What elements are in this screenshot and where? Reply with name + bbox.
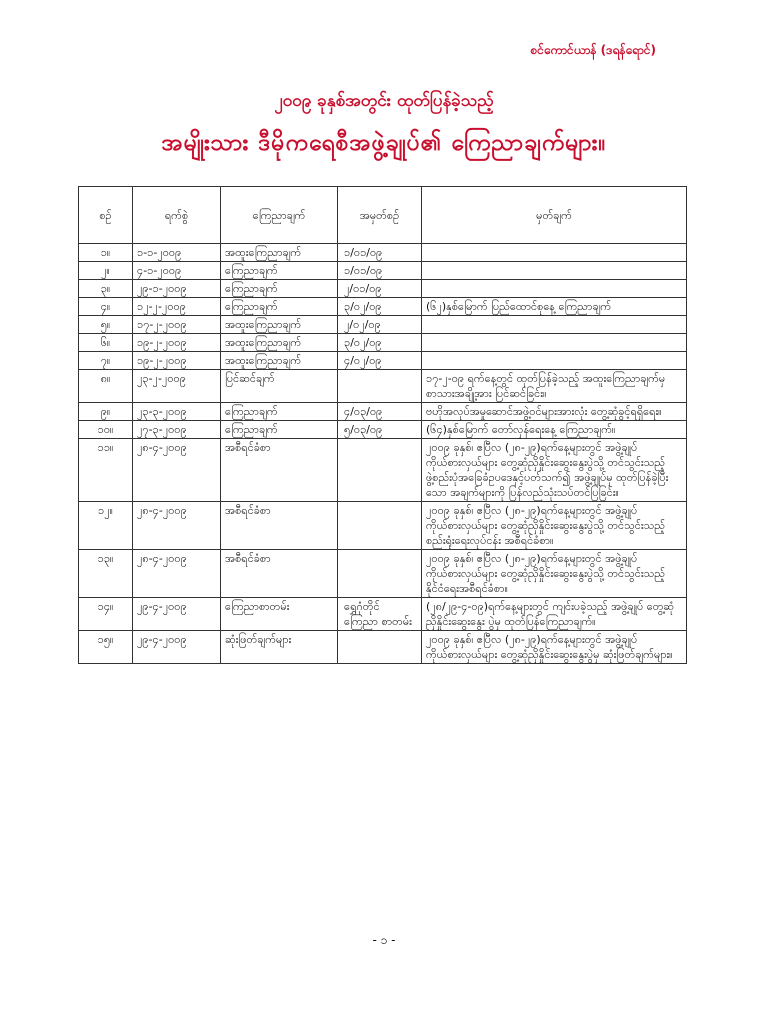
cell-note [422, 334, 687, 352]
cell-date: ၄-၁-၂၀၀၉ [133, 262, 221, 280]
table-row [79, 421, 687, 439]
cell-ref: ၁/၀၁/၀၉ [338, 244, 422, 262]
cell-ref: ၃/၀၂/၀၉ [338, 298, 422, 316]
cell-date: ၂၉-၄-၂၀၀၉ [133, 598, 221, 631]
table-row [79, 502, 687, 550]
cell-date: ၂၇-၃-၂၀၀၉ [133, 421, 221, 439]
cell-note: ၂၀၀၉ ခုနှစ်၊ ဧပြီလ (၂၈-၂၉)ရက်နေ့များတွင် အဖွဲ့ချုပ်ကိုယ်စားလှယ်များ တွေ့ဆုံညှိနှိုင်းဆွေးနွေးပွဲသို့ တင်သွင်းသည့် ဖွဲ့စည်းပုံအခြေခံဥပဒေနှင့်ပတ်သက်၍ အဖွဲ့ချုပ်မှ ထုတ်ပြန်ခဲ့ပြီးသော အချက်များကို ပြန်လည်သုံးသပ်တင်ပြခြင်း။ [422, 439, 687, 502]
cell-date: ၂၈-၄-၂၀၀၉ [133, 550, 221, 598]
column-header-type: ကြေညာချက် [221, 187, 338, 244]
document-category: စင်ကောင်ယာန် (ဒရန်ရောင်) [530, 43, 656, 57]
table-row [79, 316, 687, 334]
cell-type: ကြေညာချက် [221, 298, 338, 316]
cell-date: ၂၈-၄-၂၀၀၉ [133, 439, 221, 502]
table-row [79, 298, 687, 316]
cell-date: ၁၉-၂-၂၀၀၉ [133, 334, 221, 352]
cell-no: ၁၄။ [79, 598, 133, 631]
table-row [79, 550, 687, 598]
cell-no: ၁၂။ [79, 502, 133, 550]
cell-ref [338, 631, 422, 664]
table-row [79, 631, 687, 664]
table-row [79, 244, 687, 262]
cell-note: (၂၈/၂၉-၄-၀၉)ရက်နေ့များတွင် ကျင်းပခဲ့သည့် အဖွဲ့ချုပ် တွေ့ဆုံညှိနှိုင်းဆွေးနွေး ပွဲမှ ထုတ်ပြန်ကြေညာချက်။ [422, 598, 687, 631]
cell-no: ၂။ [79, 262, 133, 280]
cell-type: ဆုံးဖြတ်ချက်များ [221, 631, 338, 664]
cell-type: အစီရင်ခံစာ [221, 439, 338, 502]
cell-no: ၅။ [79, 316, 133, 334]
table-header-row [79, 187, 687, 244]
cell-date: ၁-၁-၂၀၀၉ [133, 244, 221, 262]
cell-note: ဗဟိုအလုပ်အမှုဆောင်အဖွဲ့ဝင်များအားလုံး တွေ့ဆုံခွင့်ရရှိရေး။ [422, 403, 687, 421]
cell-no: ၁။ [79, 244, 133, 262]
column-header-date: ရက်စွဲ [133, 187, 221, 244]
cell-type: ပြင်ဆင်ချက် [221, 370, 338, 403]
cell-ref [338, 439, 422, 502]
cell-no: ၄။ [79, 298, 133, 316]
cell-ref: ၄/၀၂/၀၉ [338, 352, 422, 370]
table-row [79, 334, 687, 352]
cell-no: ၆။ [79, 334, 133, 352]
table-row [79, 598, 687, 631]
cell-ref: ၃/၀၂/၀၉ [338, 334, 422, 352]
cell-type: ကြေညာချက် [221, 280, 338, 298]
cell-type: အထူးကြေညာချက် [221, 334, 338, 352]
table-row [79, 403, 687, 421]
cell-ref: ရွှေဂုံတိုင် ကြေညာ စာတမ်း [338, 598, 422, 631]
cell-date: ၁၉-၂-၂၀၀၉ [133, 352, 221, 370]
cell-type: အထူးကြေညာချက် [221, 352, 338, 370]
cell-date: ၂၉-၁-၂၀၀၉ [133, 280, 221, 298]
page-number: - ၁ - [372, 933, 396, 947]
cell-ref: ၄/၀၃/၀၉ [338, 403, 422, 421]
cell-type: ကြေညာချက် [221, 421, 338, 439]
cell-date: ၂၉-၄-၂၀၀၉ [133, 631, 221, 664]
cell-note: ၁၇-၂-၀၉ ရက်နေ့တွင် ထုတ်ပြန်ခဲ့သည့် အထူးကြေညာချက်မှ စာသားအချို့အား ပြင်ဆင်ခြင်း။ [422, 370, 687, 403]
table-body [79, 244, 687, 664]
cell-no: ၁၅။ [79, 631, 133, 664]
statements-table [78, 186, 687, 664]
cell-note [422, 262, 687, 280]
cell-note: ၂၀၀၉ ခုနှစ်၊ ဧပြီလ (၂၈-၂၉)ရက်နေ့များတွင် အဖွဲ့ချုပ်ကိုယ်စားလှယ်များ တွေ့ဆုံညှိနှိုင်းဆွေးနွေးပွဲသို့ တင်သွင်းသည့် နိုင်ငံရေးအစီရင်ခံစာ။ [422, 550, 687, 598]
cell-type: အထူးကြေညာချက် [221, 316, 338, 334]
table-row [79, 280, 687, 298]
cell-no: ၁၃။ [79, 550, 133, 598]
table-row [79, 370, 687, 403]
table-row [79, 352, 687, 370]
document-title: အမျိုးသား ဒီမိုကရေစီအဖွဲ့ချုပ်၏ ကြေညာချက်များ။ [161, 130, 607, 156]
table-row [79, 262, 687, 280]
cell-type: ကြေညာချက် [221, 262, 338, 280]
cell-note [422, 316, 687, 334]
cell-type: အစီရင်ခံစာ [221, 550, 338, 598]
column-header-ref: အမှတ်စဉ် [338, 187, 422, 244]
cell-note: (၆၄)နှစ်မြောက် တော်လှန်ရေးနေ့ ကြေညာချက်။ [422, 421, 687, 439]
cell-date: ၂၃-၃-၂၀၀၉ [133, 403, 221, 421]
cell-note [422, 352, 687, 370]
column-header-note: မှတ်ချက် [422, 187, 687, 244]
cell-no: ၁၀။ [79, 421, 133, 439]
cell-ref: ၂/၀၁/၀၉ [338, 280, 422, 298]
cell-note [422, 244, 687, 262]
cell-no: ၉။ [79, 403, 133, 421]
cell-no: ၈။ [79, 370, 133, 403]
cell-note: ၂၀၀၉ ခုနှစ်၊ ဧပြီလ (၂၈-၂၉)ရက်နေ့များတွင် အဖွဲ့ချုပ်ကိုယ်စားလှယ်များ တွေ့ဆုံညှိနှိုင်းဆွေးနွေးပွဲသို့ တင်သွင်းသည့် စည်းရုံးရေးလုပ်ငန်း အစီရင်ခံစာ။ [422, 502, 687, 550]
cell-type: ကြေညာစာတမ်း [221, 598, 338, 631]
cell-date: ၂၃-၂-၂၀၀၉ [133, 370, 221, 403]
cell-date: ၂၈-၄-၂၀၀၉ [133, 502, 221, 550]
table-row [79, 439, 687, 502]
document-subtitle: ၂၀၀၉ ခုနှစ်အတွင်း ထုတ်ပြန်ခဲ့သည့် [274, 91, 494, 111]
cell-ref: ၂/၀၂/၀၉ [338, 316, 422, 334]
cell-no: ၁၁။ [79, 439, 133, 502]
cell-note: ၂၀၀၉ ခုနှစ်၊ ဧပြီလ (၂၈-၂၉)ရက်နေ့များတွင် အဖွဲ့ချုပ်ကိုယ်စားလှယ်များ တွေ့ဆုံညှိနှိုင်းဆွေးနွေးပွဲမှ ဆုံးဖြတ်ချက်များ။ [422, 631, 687, 664]
cell-date: ၁၂-၂-၂၀၀၉ [133, 298, 221, 316]
cell-date: ၁၇-၂-၂၀၀၉ [133, 316, 221, 334]
cell-type: ကြေညာချက် [221, 403, 338, 421]
cell-no: ၃။ [79, 280, 133, 298]
cell-ref [338, 550, 422, 598]
cell-ref: ၅/၀၃/၀၉ [338, 421, 422, 439]
cell-note: (၆၂)နှစ်မြောက် ပြည်ထောင်စုနေ့ ကြေညာချက် [422, 298, 687, 316]
cell-ref [338, 502, 422, 550]
cell-ref [338, 370, 422, 403]
cell-type: အထူးကြေညာချက် [221, 244, 338, 262]
cell-no: ၇။ [79, 352, 133, 370]
cell-note [422, 280, 687, 298]
cell-type: အစီရင်ခံစာ [221, 502, 338, 550]
column-header-no: စဉ် [79, 187, 133, 244]
cell-ref: ၁/၀၁/၀၉ [338, 262, 422, 280]
